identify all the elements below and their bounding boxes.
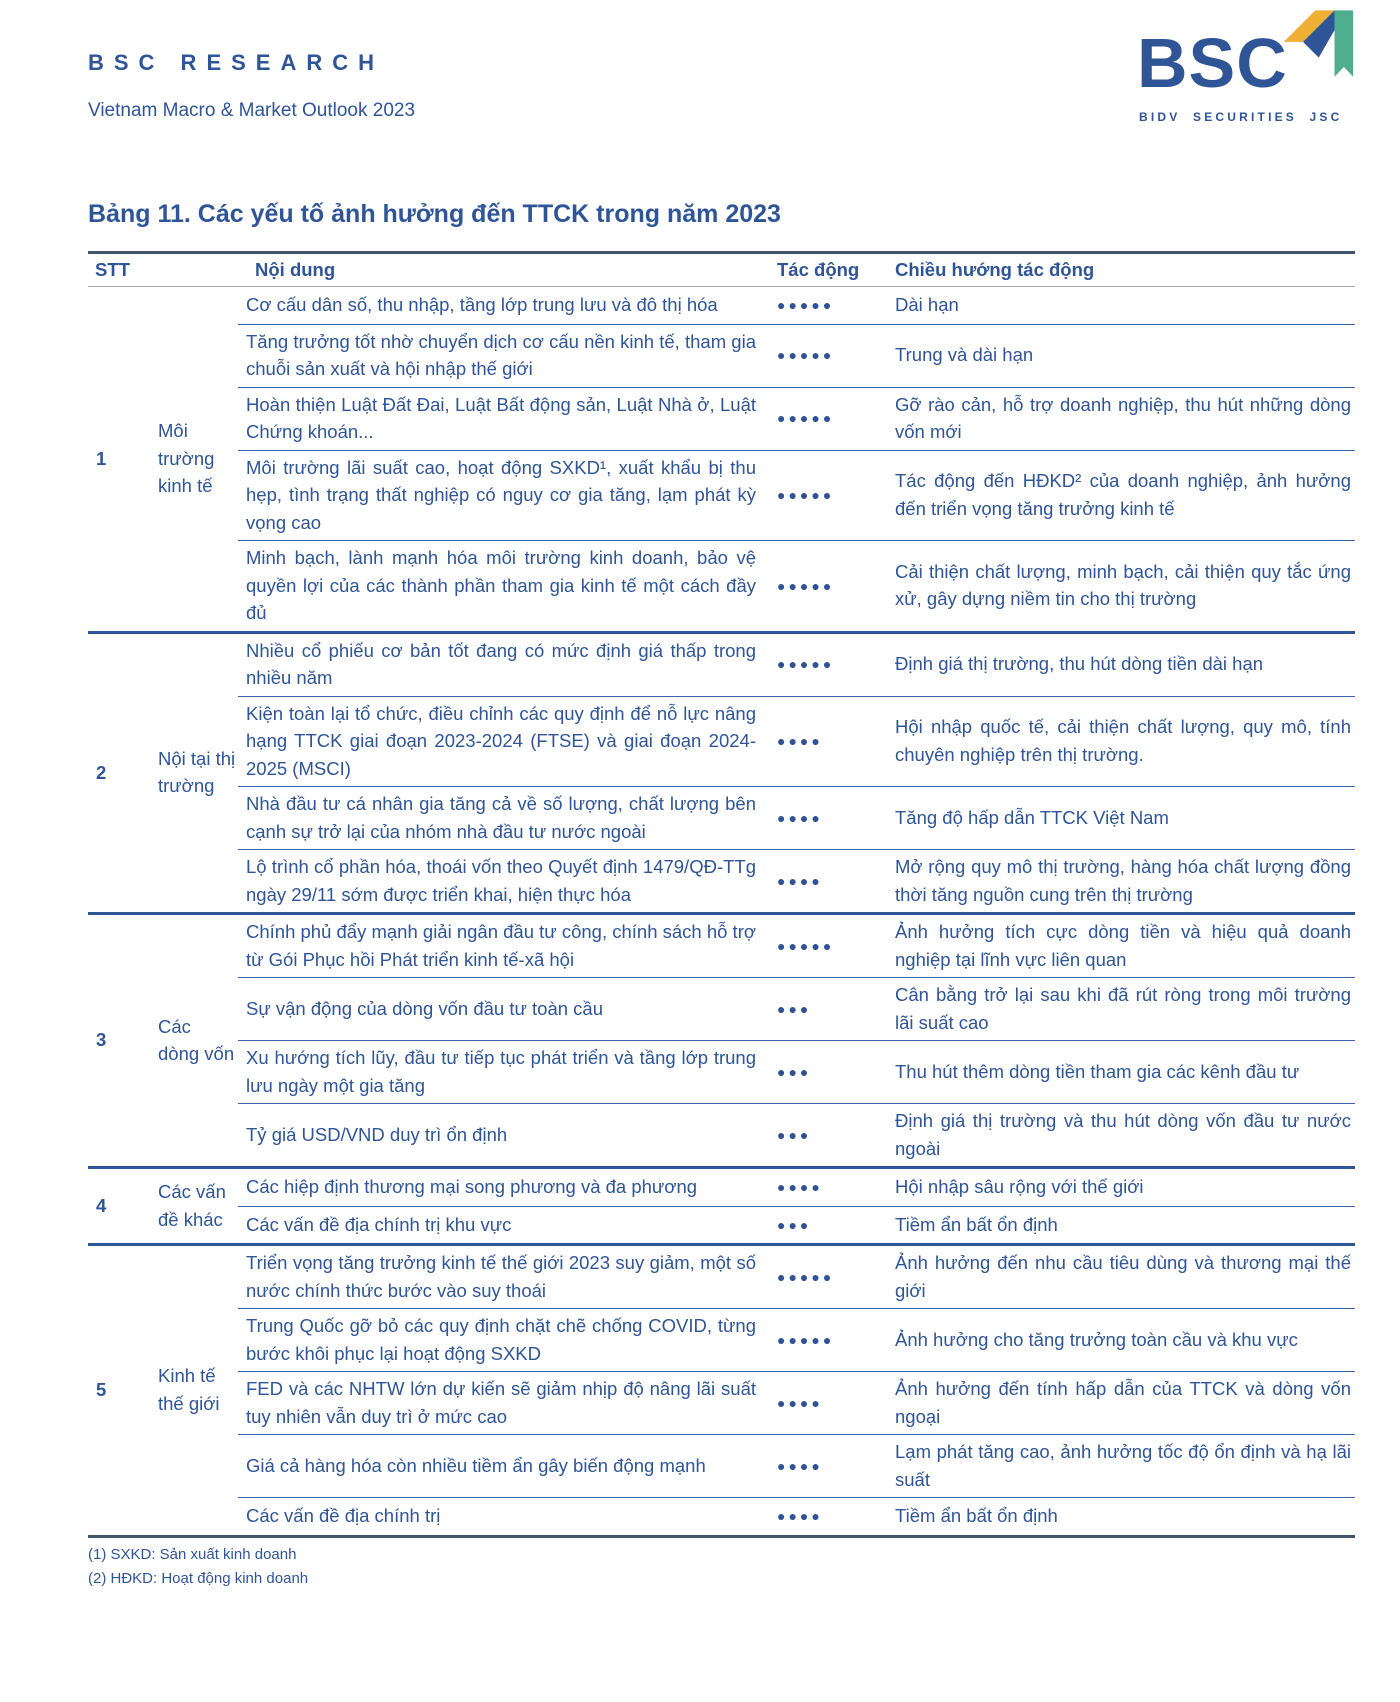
factor-content: Hoàn thiện Luật Đất Đai, Luật Bất động sản, Luật Nhà ở, Luật Chứng khoán... xyxy=(238,387,770,450)
group-stt: 2 xyxy=(88,632,152,914)
factor-content: Xu hướng tích lũy, đầu tư tiếp tục phát triển và tầng lớp trung lưu ngày một gia tăng xyxy=(238,1041,770,1104)
footnote-2: (2) HĐKD: Hoạt động kinh doanh xyxy=(88,1569,309,1587)
factor-content: Kiện toàn lại tổ chức, điều chỉnh các quy định để nỗ lực nâng hạng TTCK giai đoạn 2023-2024 (FTSE) và giai đoạn 2024-2025 (MSCI) xyxy=(238,696,770,787)
impact-dots: ●●●●● xyxy=(777,1331,835,1348)
table-row xyxy=(88,1104,1355,1168)
impact-direction: Tiềm ẩn bất ổn định xyxy=(882,1498,1355,1537)
impact-direction: Ảnh hưởng đến tính hấp dẫn của TTCK và dòng vốn ngoại xyxy=(882,1372,1355,1435)
impact-dots: ●●●●● xyxy=(777,487,835,503)
impact-dots: ●●●●● xyxy=(777,577,835,594)
table-row xyxy=(88,914,1355,978)
factor-content: Lộ trình cổ phần hóa, thoái vốn theo Quyết định 1479/QĐ-TTg ngày 29/11 sớm được triển khai, hiện thực hóa xyxy=(238,850,770,914)
footnotes xyxy=(88,1543,1355,1591)
impact-dots: ●●●●● xyxy=(777,347,835,364)
table-row xyxy=(88,978,1355,1041)
impact-dots: ●●●● xyxy=(777,1179,823,1195)
impact-dots: ●●●●● xyxy=(777,297,835,313)
factor-content: Triển vọng tăng trưởng kinh tế thế giới 2023 suy giảm, một số nước chính thức bước vào suy thoái xyxy=(238,1245,770,1309)
table-row xyxy=(88,632,1355,696)
col-header-impact: Tác động xyxy=(770,253,882,287)
factor-content: Cơ cấu dân số, thu nhập, tầng lớp trung lưu và đô thị hóa xyxy=(246,294,718,315)
col-header-stt: STT xyxy=(88,253,152,287)
impact-rating xyxy=(770,450,882,541)
impact-dots: ●●● xyxy=(777,1126,812,1143)
impact-direction: Lạm phát tăng cao, ảnh hưởng tốc độ ổn định và hạ lãi suất xyxy=(882,1435,1355,1498)
group-category: Nội tại thị trường xyxy=(152,632,238,914)
group-stt: 3 xyxy=(88,914,152,1168)
factor-content: Nhà đầu tư cá nhân gia tăng cả về số lượng, chất lượng bên cạnh sự trở lại của nhóm nhà đầu tư nước ngoài xyxy=(238,787,770,850)
group-stt: 5 xyxy=(88,1245,152,1537)
factor-content: Nhiều cổ phiếu cơ bản tốt đang có mức định giá thấp trong nhiều năm xyxy=(238,632,770,696)
factor-content: Tăng trưởng tốt nhờ chuyển dịch cơ cấu nền kinh tế, tham gia chuỗi sản xuất và hội nhập thế giới xyxy=(238,324,770,387)
table-row xyxy=(88,450,1355,541)
impact-direction: Cải thiện chất lượng, minh bạch, cải thiện quy tắc ứng xử, gây dựng niềm tin cho thị trường xyxy=(882,541,1355,633)
factor-content: Các vấn đề địa chính trị khu vực xyxy=(238,1206,770,1245)
masthead xyxy=(88,0,1355,182)
impact-direction: Trung và dài hạn xyxy=(882,324,1355,387)
table-row xyxy=(88,1498,1355,1537)
impact-direction: Định giá thị trường, thu hút dòng tiền dài hạn xyxy=(882,632,1355,696)
impact-rating xyxy=(770,387,882,450)
impact-rating xyxy=(770,541,882,633)
brand-name: BSC RESEARCH xyxy=(88,50,385,75)
impact-dots: ●●● xyxy=(777,1216,812,1233)
impact-dots: ●●●● xyxy=(777,872,823,889)
table-row xyxy=(88,287,1355,325)
group-category: Môi trường kinh tế xyxy=(158,420,215,496)
impact-direction: Định giá thị trường và thu hút dòng vốn đầu tư nước ngoài xyxy=(882,1104,1355,1168)
impact-rating xyxy=(770,287,882,325)
report-subtitle: Vietnam Macro & Market Outlook 2023 xyxy=(88,100,416,121)
impact-direction: Cân bằng trở lại sau khi đã rút ròng trong môi trường lãi suất cao xyxy=(882,978,1355,1041)
impact-direction: Thu hút thêm dòng tiền tham gia các kênh đầu tư xyxy=(882,1041,1355,1104)
factor-content: Các hiệp định thương mại song phương và đa phương xyxy=(238,1168,770,1207)
table-row xyxy=(88,1372,1355,1435)
impact-direction: Ảnh hưởng đến nhu cầu tiêu dùng và thương mại thế giới xyxy=(882,1245,1355,1309)
impact-rating xyxy=(770,1168,882,1207)
impact-direction: Ảnh hưởng cho tăng trưởng toàn cầu và khu vực xyxy=(882,1309,1355,1372)
impact-rating xyxy=(770,1206,882,1245)
impact-direction: Gỡ rào cản, hỗ trợ doanh nghiệp, thu hút những dòng vốn mới xyxy=(882,387,1355,450)
impact-direction: Tăng độ hấp dẫn TTCK Việt Nam xyxy=(882,787,1355,850)
table-row xyxy=(88,850,1355,914)
table-row xyxy=(88,1168,1355,1207)
factor-content: Môi trường lãi suất cao, hoạt động SXKD¹, xuất khẩu bị thu hẹp, tình trạng thất nghiệp có nguy cơ gia tăng, lạm phát kỳ vọng cao xyxy=(238,450,770,541)
impact-direction: Mở rộng quy mô thị trường, hàng hóa chất lượng đồng thời tăng nguồn cung trên thị trường xyxy=(882,850,1355,914)
table-row xyxy=(88,1309,1355,1372)
impact-rating xyxy=(770,1041,882,1104)
impact-rating xyxy=(770,1435,882,1498)
table-title: Bảng 11. Các yếu tố ảnh hưởng đến TTCK trong năm 2023 xyxy=(88,200,781,228)
group-category: Các dòng vốn xyxy=(152,914,238,1168)
impact-direction: Ảnh hưởng tích cực dòng tiền và hiệu quả doanh nghiệp tại lĩnh vực liên quan xyxy=(882,914,1355,978)
table-body xyxy=(88,287,1355,1537)
table-row xyxy=(88,1245,1355,1309)
impact-dots: ●●● xyxy=(777,1063,812,1080)
col-header-direction: Chiều hướng tác động xyxy=(882,253,1355,287)
impact-dots: ●●●● xyxy=(777,1508,823,1524)
table-row xyxy=(88,387,1355,450)
col-header-content: Nội dung xyxy=(238,253,770,287)
impact-rating xyxy=(770,787,882,850)
impact-rating xyxy=(770,632,882,696)
impact-dots: ●●●● xyxy=(777,1457,823,1474)
factors-table xyxy=(88,251,1355,1538)
impact-rating xyxy=(770,914,882,978)
table-row xyxy=(88,541,1355,633)
table-header xyxy=(88,253,1355,287)
impact-rating xyxy=(770,1104,882,1168)
table-row xyxy=(88,324,1355,387)
table-row xyxy=(88,696,1355,787)
impact-rating xyxy=(770,1309,882,1372)
impact-dots: ●●●● xyxy=(777,733,823,749)
impact-direction: Hội nhập quốc tế, cải thiện chất lượng, quy mô, tính chuyên nghiệp trên thị trường. xyxy=(882,696,1355,787)
impact-direction: Tiềm ẩn bất ổn định xyxy=(882,1206,1355,1245)
impact-dots: ●●●●● xyxy=(777,937,835,954)
factor-content: Trung Quốc gỡ bỏ các quy định chặt chẽ chống COVID, từng bước khôi phục lại hoạt động SXKD xyxy=(238,1309,770,1372)
group-stt: 4 xyxy=(88,1168,152,1245)
impact-dots: ●●●●● xyxy=(777,656,835,673)
col-header-spacer xyxy=(152,253,238,287)
impact-rating xyxy=(770,1498,882,1537)
factor-content: Các vấn đề địa chính trị xyxy=(238,1498,770,1537)
group-category: Các vấn đề khác xyxy=(152,1168,238,1245)
impact-dots: ●●●●● xyxy=(777,410,835,427)
impact-rating xyxy=(770,696,882,787)
group-stt: 1 xyxy=(96,447,107,469)
impact-rating xyxy=(770,324,882,387)
impact-rating xyxy=(770,978,882,1041)
factor-content: Tỷ giá USD/VND duy trì ổn định xyxy=(238,1104,770,1168)
table-row xyxy=(88,1206,1355,1245)
impact-direction: Hội nhập sâu rộng với thế giới xyxy=(882,1168,1355,1207)
factor-content: Minh bạch, lành mạnh hóa môi trường kinh doanh, bảo vệ quyền lợi của các thành phần tham gia kinh tế một cách đầy đủ xyxy=(238,541,770,633)
footnote-1: (1) SXKD: Sản xuất kinh doanh xyxy=(88,1545,297,1563)
factor-content: Chính phủ đẩy mạnh giải ngân đầu tư công, chính sách hỗ trợ từ Gói Phục hồi Phát triển kinh tế-xã hội xyxy=(238,914,770,978)
bsc-logo-tagline: BIDV SECURITIES JSC xyxy=(1139,110,1343,124)
bsc-logo-text: BSC xyxy=(1137,24,1288,102)
impact-dots: ●●● xyxy=(777,1000,812,1017)
table-row xyxy=(88,787,1355,850)
impact-dots: ●●●● xyxy=(777,1394,823,1411)
impact-dots: ●●●●● xyxy=(777,1268,835,1285)
arrow-up-icon xyxy=(1279,8,1355,97)
impact-direction: Tác động đến HĐKD² của doanh nghiệp, ảnh hưởng đến triển vọng tăng trưởng kinh tế xyxy=(882,450,1355,541)
impact-direction: Dài hạn xyxy=(895,294,959,315)
factor-content: Sự vận động của dòng vốn đầu tư toàn cầu xyxy=(238,978,770,1041)
impact-rating xyxy=(770,1245,882,1309)
table-row xyxy=(88,1041,1355,1104)
impact-rating xyxy=(770,1372,882,1435)
impact-rating xyxy=(770,850,882,914)
impact-dots: ●●●● xyxy=(777,809,823,826)
table-row xyxy=(88,1435,1355,1498)
bsc-logo xyxy=(1137,8,1355,140)
group-category: Kinh tế thế giới xyxy=(152,1245,238,1537)
factor-content: Giá cả hàng hóa còn nhiều tiềm ẩn gây biến động mạnh xyxy=(238,1435,770,1498)
factor-content: FED và các NHTW lớn dự kiến sẽ giảm nhịp độ nâng lãi suất tuy nhiên vẫn duy trì ở mức cao xyxy=(238,1372,770,1435)
